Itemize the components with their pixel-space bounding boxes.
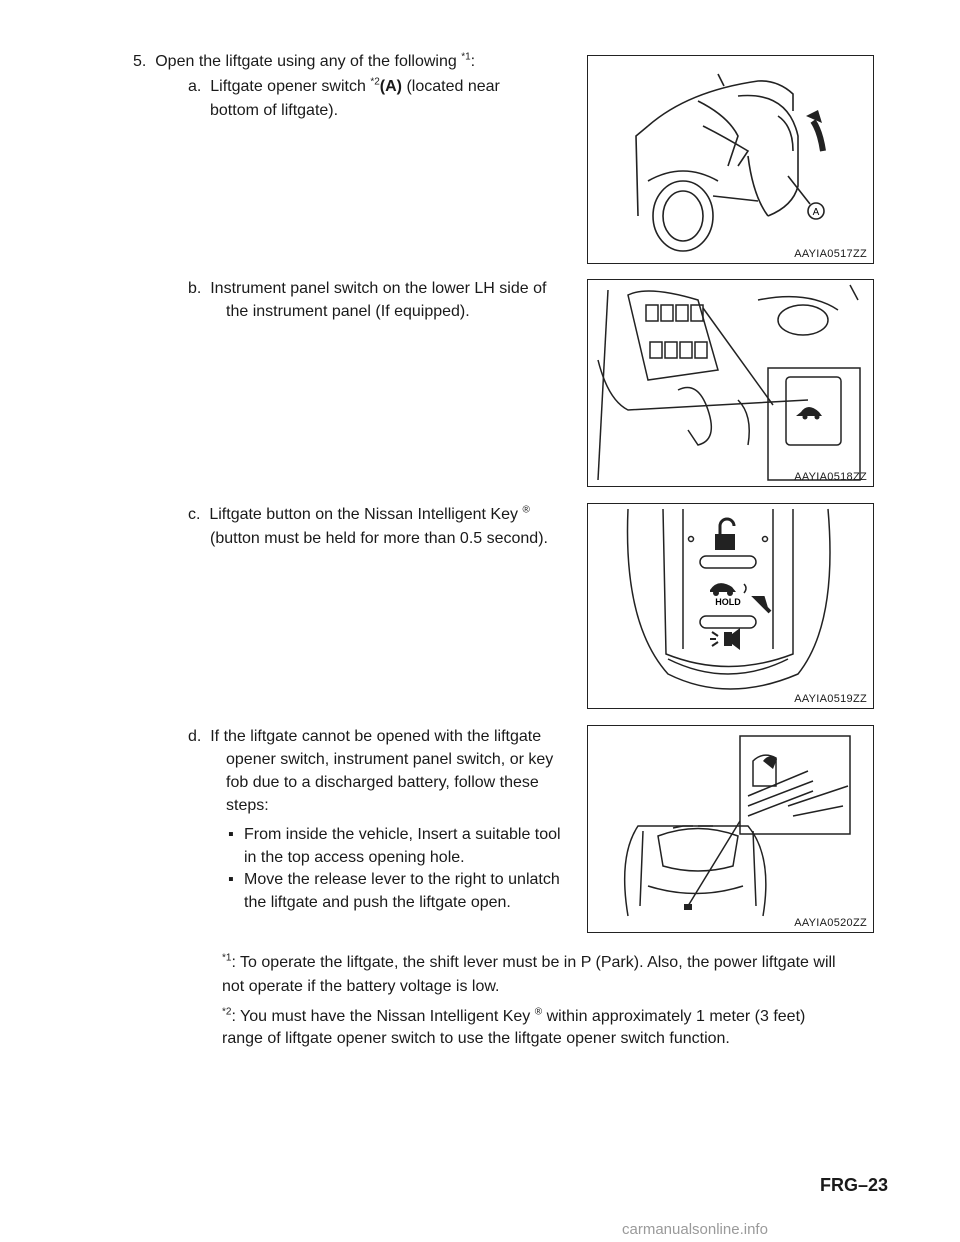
- footnote-text-cont: within approximately 1 meter (3 feet): [542, 1008, 806, 1025]
- step-number: 5.: [133, 53, 147, 70]
- figure-code: AAYIA0517ZZ: [794, 248, 867, 260]
- step-5: [133, 50, 475, 73]
- callout-label: (A): [379, 78, 402, 95]
- liftgate-interior-illustration: [588, 726, 873, 932]
- figure-label-a: A: [812, 207, 820, 218]
- bullet-2: [228, 868, 234, 891]
- step-text: Open the liftgate using any of the following: [155, 53, 462, 70]
- instrument-panel-illustration: [588, 280, 873, 486]
- watermark[interactable]: carmanualsonline.info: [622, 1221, 768, 1238]
- figure-key-fob: [587, 503, 874, 709]
- step-c-line2: (button must be held for more than 0.5 second).: [210, 530, 548, 547]
- figure-liftgate-switch: [587, 55, 874, 264]
- step-b: [188, 277, 546, 300]
- step-d-line4: steps:: [226, 797, 269, 814]
- car-rear-illustration: [588, 56, 873, 263]
- page-number: FRG–23: [819, 1175, 888, 1195]
- footnote-1: [222, 951, 836, 974]
- footnote-marker: *2: [222, 1006, 232, 1018]
- footnote-text: : To operate the liftgate, the shift lever must be in P (Park). Also, the power liftgate will: [231, 954, 836, 971]
- registered-mark: ®: [522, 504, 530, 516]
- footnote-2: [222, 1005, 805, 1028]
- step-text: Liftgate button on the Nissan Intelligent Key: [209, 506, 523, 523]
- bullet-dot: ▪: [228, 871, 234, 888]
- step-text: Liftgate opener switch: [210, 78, 371, 95]
- bullet-2-line1: Move the release lever to the right to unlatch: [244, 871, 560, 888]
- step-text-cont: (located near: [402, 78, 500, 95]
- step-tail: :: [470, 53, 476, 70]
- footnote-text: : You must have the Nissan Intelligent Key: [231, 1008, 535, 1025]
- bullet-1-line2: in the top access opening hole.: [244, 849, 465, 866]
- step-b-line2: the instrument panel (If equipped).: [226, 303, 470, 320]
- footnote-ref: *1: [461, 51, 471, 63]
- step-d-line2: opener switch, instrument panel switch, or key: [226, 751, 554, 768]
- bullet-1-line1: From inside the vehicle, Insert a suitable tool: [244, 826, 561, 843]
- step-c: [188, 503, 530, 526]
- step-letter: c.: [188, 506, 201, 523]
- step-letter: d.: [188, 728, 202, 745]
- step-text: Instrument panel switch on the lower LH side of: [210, 280, 547, 297]
- step-a: [188, 75, 500, 98]
- step-d-line3: fob due to a discharged battery, follow these: [226, 774, 539, 791]
- figure-code: AAYIA0520ZZ: [794, 917, 867, 929]
- step-letter: a.: [188, 78, 202, 95]
- bullet-2-line2: the liftgate and push the liftgate open.: [244, 894, 511, 911]
- step-text: If the liftgate cannot be opened with the liftgate: [210, 728, 542, 745]
- bullet-1: [228, 823, 234, 846]
- step-a-line2: bottom of liftgate).: [210, 102, 339, 119]
- step-letter: b.: [188, 280, 202, 297]
- footnote-2-line2: range of liftgate opener switch to use the liftgate opener switch function.: [222, 1030, 730, 1047]
- key-fob-illustration: [588, 504, 873, 708]
- figure-code: AAYIA0518ZZ: [794, 471, 867, 483]
- figure-liftgate-manual-release: [587, 725, 874, 933]
- footnote-marker: *1: [222, 952, 232, 964]
- registered-mark: ®: [534, 1006, 543, 1018]
- footnote-1-line2: not operate if the battery voltage is low.: [222, 978, 500, 995]
- figure-code: AAYIA0519ZZ: [794, 693, 867, 705]
- footnote-ref: *2: [370, 76, 380, 88]
- hold-label: HOLD: [715, 597, 741, 607]
- figure-instrument-panel: [587, 279, 874, 487]
- step-d: [188, 725, 541, 748]
- bullet-dot: ▪: [228, 826, 234, 843]
